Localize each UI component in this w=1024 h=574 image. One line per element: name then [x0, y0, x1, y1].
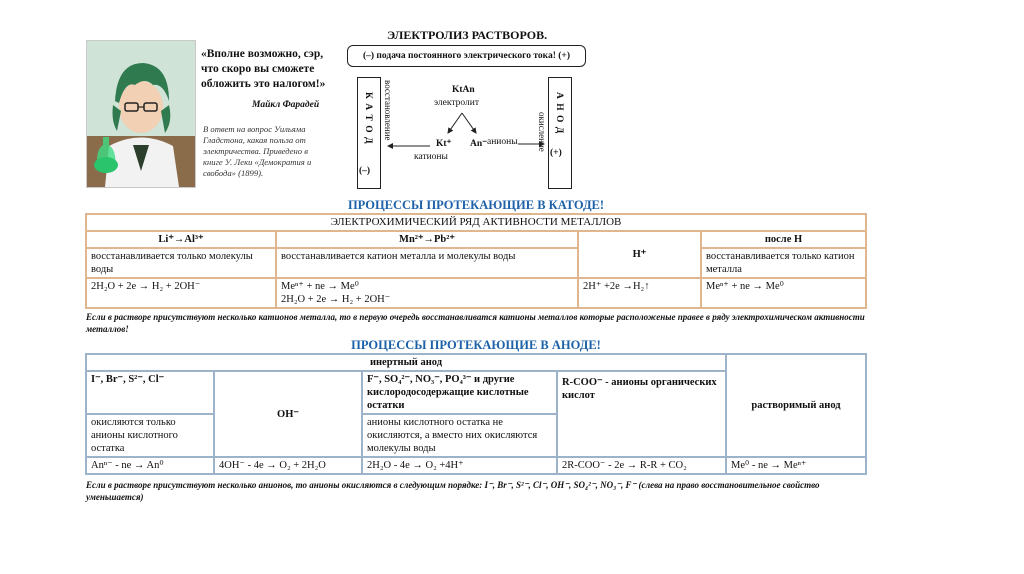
cathode-col1-desc: восстанавливается только молекулы воды	[86, 248, 276, 278]
anode-sign: (+)	[550, 148, 562, 158]
anode-col3-desc: анионы кислотного остатка не окисляются, а вместо них окисляются молекулы воды	[362, 414, 557, 457]
quote-note: В ответ на вопрос Уильяма Гладстона, какая польза от электричества. Приведено в книге У. Леки «Демократия и свобода» (1899).	[203, 124, 312, 178]
current-supply-box: (–) подача постоянного электрического тока! (+)	[347, 45, 586, 67]
oxidation-label: окисление	[537, 112, 547, 152]
cathode-label: К А Т О Д	[363, 92, 373, 145]
cathode-col2-eq1: Meⁿ⁺ + ne → Me⁰	[281, 281, 359, 292]
cathode-col4-eq: Meⁿ⁺ + ne → Me⁰	[701, 278, 866, 308]
cathode-col2-eq2: 2H₂O + 2e → H₂ + 2OH⁻	[281, 294, 391, 305]
soluble-anode-header: растворимый анод	[726, 354, 866, 457]
ktan-label: KtAn	[452, 85, 475, 95]
anions-label: анионы	[487, 137, 518, 147]
cathode-sign: (–)	[359, 166, 371, 176]
cathode-heading: ПРОЦЕССЫ ПРОТЕКАЮЩИЕ В КАТОДЕ!	[347, 198, 605, 212]
anode-label: А Н О Д	[554, 92, 564, 135]
an-label: An⁻	[470, 139, 488, 149]
arrow-to-anion	[462, 113, 476, 133]
anode-heading: ПРОЦЕССЫ ПРОТЕКАЮЩИЕ В АНОДЕ!	[351, 338, 601, 352]
anode-col2-head: OH⁻	[214, 371, 362, 457]
cathode-col1-eq: 2H₂O + 2e → H₂ + 2OH⁻	[86, 278, 276, 308]
anode-col1-desc: окисляются только анионы кислотного остатка	[86, 414, 214, 457]
anode-col3-eq: 2H₂O - 4e → O₂ +4H⁺	[362, 457, 557, 474]
anode-col3-head: F⁻, SO₄²⁻, NO₃⁻, PO₄³⁻ и другие кислородосодержащие кислотные остатки	[362, 371, 557, 414]
diagram-arrows	[380, 105, 550, 165]
cathode-col2-eq	[276, 278, 578, 308]
cathode-table	[85, 213, 867, 309]
anode-col4-head: R-COO⁻ - анионы органических кислот	[557, 371, 726, 457]
diagram-title: ЭЛЕКТРОЛИЗ РАСТВОРОВ.	[387, 28, 548, 42]
cathode-col4-desc: восстанавливается только катион металла	[701, 248, 866, 278]
cathode-col2-desc: восстанавливается катион металла и молекулы воды	[276, 248, 578, 278]
anode-col1-head: I⁻, Br⁻, S²⁻, Cl⁻	[86, 371, 214, 414]
cathode-footnote: Если в растворе присутствуют несколько катионов металла, то в первую очередь восстанавливатся катионы металлов которые расположеные правее в ряду электрохимическом активности металлов!	[86, 312, 865, 334]
electrolyte-label: электролит	[434, 98, 479, 108]
anode-table	[85, 353, 867, 475]
reduction-label: восстановление	[383, 80, 393, 141]
cathode-col2-head: Mn²⁺→Pb²⁺	[276, 231, 578, 248]
anode-electrode	[548, 77, 572, 189]
faraday-quote: «Вполне возможно, сэр, что скоро вы сможете обложить это налогом!»	[201, 48, 326, 90]
kt-label: Kt⁺	[436, 139, 452, 149]
cathode-electrode	[357, 77, 381, 189]
inert-anode-header: инертный анод	[86, 354, 726, 371]
anode-footnote: Если в растворе присутствуют несколько анионов, то анионы окисляются в следующим порядке: I⁻, Br⁻, S²⁻, Cl⁻, OH⁻, SO₄²⁻, NO₃⁻, F⁻ (слева на право восстановительное свойство уменьшается)	[86, 480, 820, 502]
quote-author: Майкл Фарадей	[252, 100, 320, 110]
anode-col1-eq: Anⁿ⁻ - ne → An⁰	[86, 457, 214, 474]
anode-col4-eq: 2R-COO⁻ - 2e → R-R + CO₂	[557, 457, 726, 474]
anode-col5-eq: Me⁰ - ne → Meⁿ⁺	[726, 457, 866, 474]
cathode-col4-head: после H	[701, 231, 866, 248]
anode-col2-eq: 4OH⁻ - 4e → O₂ + 2H₂O	[214, 457, 362, 474]
arrow-to-cation	[448, 113, 462, 133]
cathode-col3-eq: 2H⁺ +2e →H₂↑	[578, 278, 701, 308]
scientist-portrait	[86, 40, 196, 188]
activity-series-title: ЭЛЕКТРОХИМИЧЕСКИЙ РЯД АКТИВНОСТИ МЕТАЛЛОВ	[86, 214, 866, 231]
cathode-col3-head: H⁺	[578, 231, 701, 278]
cathode-col1-head: Li⁺→Al³⁺	[86, 231, 276, 248]
cations-label: катионы	[414, 152, 448, 162]
